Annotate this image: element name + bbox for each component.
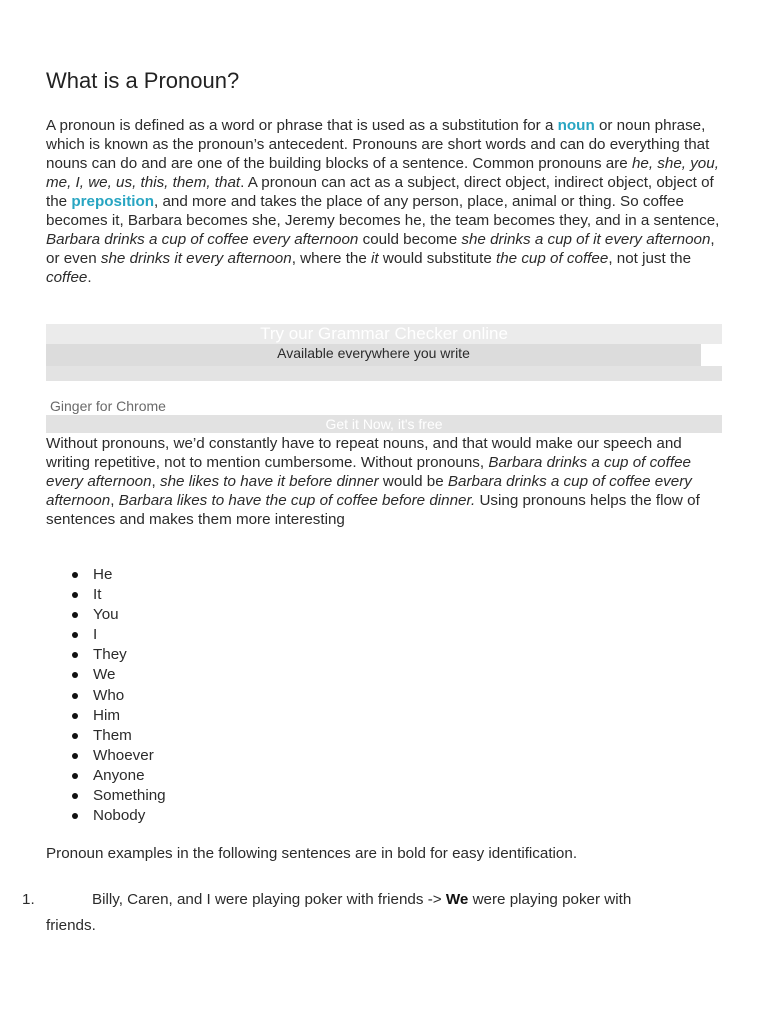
bullet-icon [72,693,78,699]
list-item: I [46,625,166,645]
bullet-icon [72,753,78,759]
bullet-icon [72,813,78,819]
page-title: What is a Pronoun? [46,68,240,93]
list-item: He [46,565,166,585]
list-item: It [46,585,166,605]
bullet-icon [72,773,78,779]
list-item: Nobody [46,806,166,826]
pronoun-list [46,565,166,826]
ginger-for-chrome-label[interactable]: Ginger for Chrome [50,398,166,414]
list-item: They [46,645,166,665]
list-item: Them [46,726,166,746]
list-item: Anyone [46,766,166,786]
list-item: Something [46,786,166,806]
bullet-icon [72,612,78,618]
ad-subline: Available everywhere you write [46,344,701,366]
bullet-icon [72,793,78,799]
example-sentence: Billy, Caren, and I were playing poker with friends -> We were playing poker with [92,891,632,908]
list-item: Him [46,706,166,726]
bullet-icon [72,713,78,719]
bullet-icon [72,733,78,739]
second-paragraph: Without pronouns, we’d constantly have to repeat nouns, and that would make our speech and writing repetitive, not to mention cumbersome. Without pronouns, Barbara drinks a cup of coffee every afternoon, she likes to have it before dinner would be Barbara drinks a cup of coffee every afternoon, Barbara likes to have the cup of coffee before dinner. Using pronouns helps the flow of sentences and makes them more interesting [46,435,700,528]
example-number: 1. [22,891,35,908]
bullet-icon [72,672,78,678]
bullet-icon [72,592,78,598]
get-it-now-button[interactable]: Get it Now, it's free [46,415,722,433]
bullet-icon [72,632,78,638]
examples-intro: Pronoun examples in the following sentences are in bold for easy identification. [46,845,578,862]
ad-headline[interactable]: Try our Grammar Checker online [46,324,722,344]
intro-paragraph: A pronoun is defined as a word or phrase that is used as a substitution for a noun or noun phrase, which is known as the pronoun’s antecedent. Pronouns are short words and can do everything that nouns can do and are one of the building blocks of a sentence. Common pronouns are he, she, you, me, I, we, us, this, them, that. A pronoun can act as a subject, direct object, indirect object, object of the preposition, and more and takes the place of any person, place, animal or thing. So coffee becomes it, Barbara becomes she, Jeremy becomes he, the team becomes they, and in a sentence, Barbara drinks a cup of coffee every afternoon could become she drinks a cup of it every afternoon, or even she drinks it every afternoon, where the it would substitute the cup of coffee, not just the coffee. [46,117,720,286]
preposition-link[interactable]: preposition [71,193,155,210]
example-sentence-cont: friends. [46,917,96,934]
list-item: Whoever [46,746,166,766]
bullet-icon [72,652,78,658]
noun-link[interactable]: noun [557,117,595,134]
list-item: You [46,605,166,625]
list-item: Who [46,686,166,706]
grammar-checker-ad[interactable] [46,324,722,381]
ad-bottom-bar [46,366,722,381]
bullet-icon [72,572,78,578]
list-item: We [46,665,166,685]
